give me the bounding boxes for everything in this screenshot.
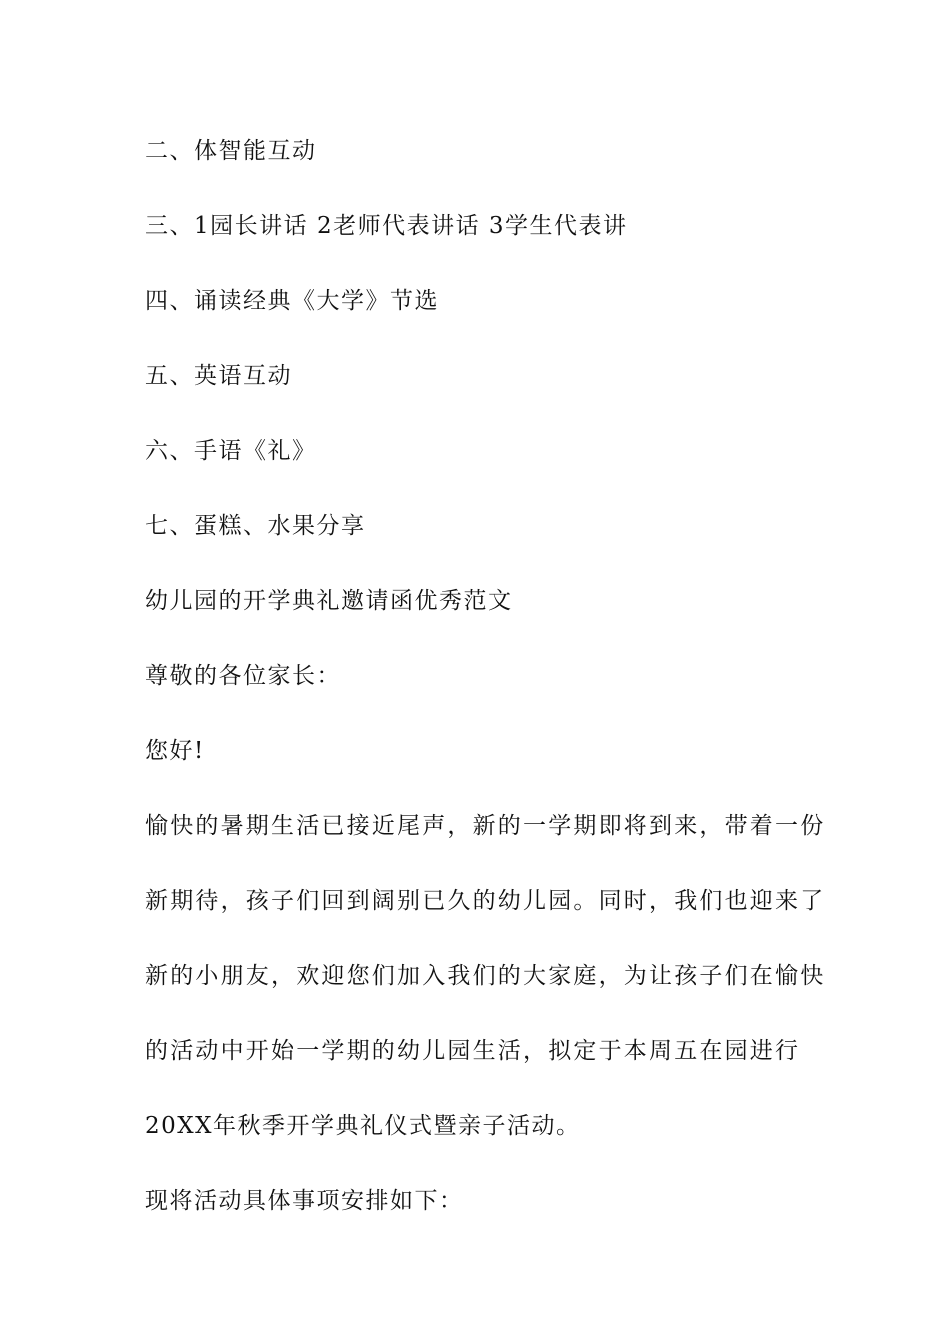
letter-body-line-5: 20XX年秋季开学典礼仪式暨亲子活动。 bbox=[145, 1113, 581, 1139]
letter-body-line-1: 愉快的暑期生活已接近尾声，新的一学期即将到来，带着一份 bbox=[145, 813, 826, 839]
program-item-7: 七、蛋糕、水果分享 bbox=[145, 513, 366, 539]
letter-body-line-3: 新的小朋友，欢迎您们加入我们的大家庭，为让孩子们在愉快 bbox=[145, 963, 826, 989]
letter-greeting: 您好! bbox=[145, 738, 205, 764]
letter-salutation: 尊敬的各位家长： bbox=[145, 663, 341, 689]
program-item-5: 五、英语互动 bbox=[145, 363, 292, 389]
letter-title: 幼儿园的开学典礼邀请函优秀范文 bbox=[145, 588, 513, 614]
program-item-4: 四、诵读经典《大学》节选 bbox=[145, 288, 439, 314]
letter-body-line-4: 的活动中开始一学期的幼儿园生活，拟定于本周五在园进行 bbox=[145, 1038, 801, 1064]
program-item-2: 二、体智能互动 bbox=[145, 138, 317, 164]
letter-body-line-2: 新期待，孩子们回到阔别已久的幼儿园。同时，我们也迎来了 bbox=[145, 888, 826, 914]
program-item-3: 三、1园长讲话 2老师代表讲话 3学生代表讲 bbox=[145, 213, 628, 239]
program-item-6: 六、手语《礼》 bbox=[145, 438, 317, 464]
arrangement-intro: 现将活动具体事项安排如下： bbox=[145, 1188, 464, 1214]
